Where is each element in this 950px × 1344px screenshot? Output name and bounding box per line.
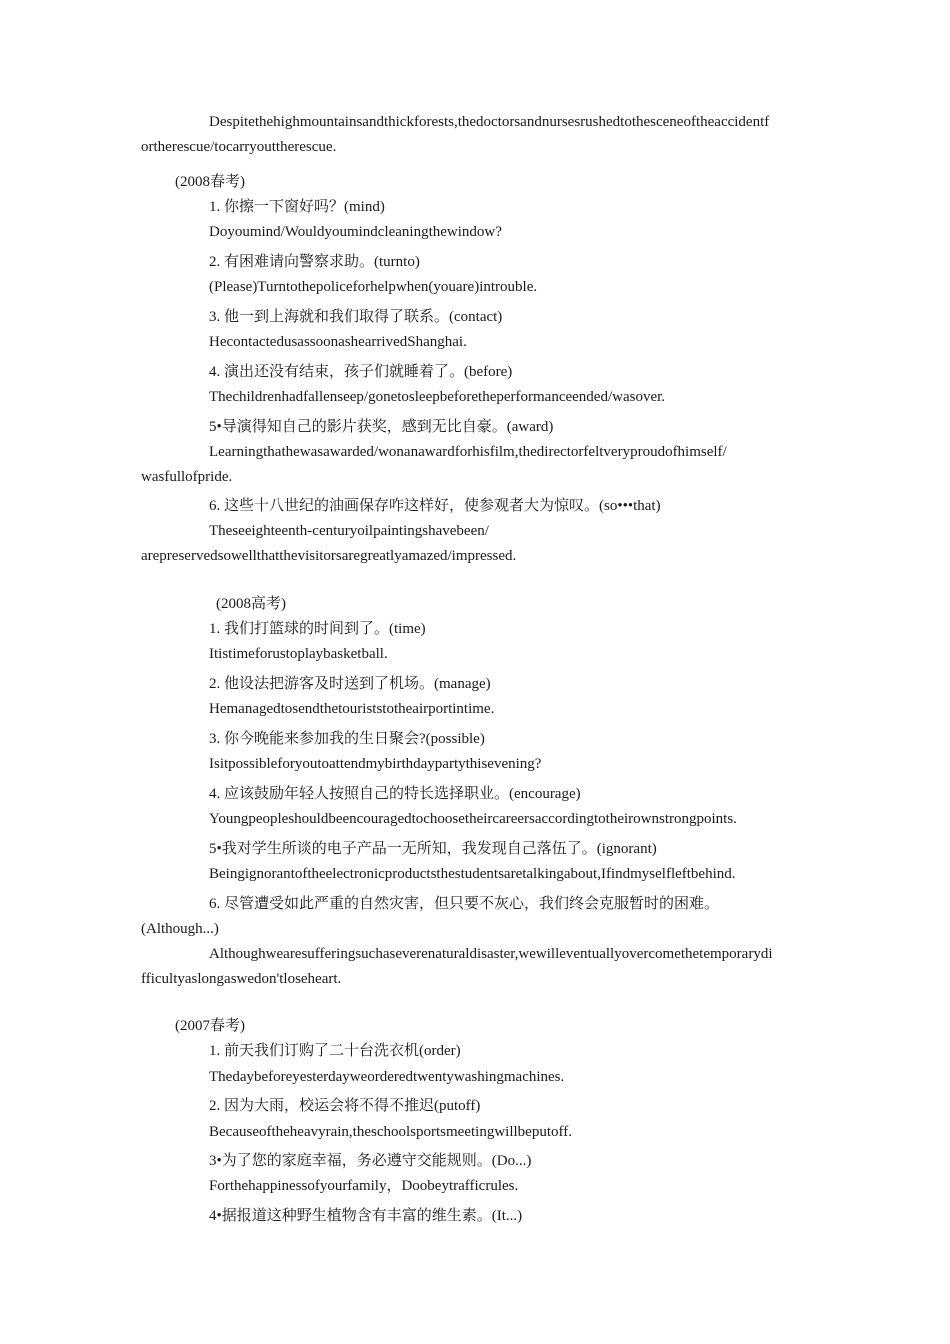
question-line: 4. 应该鼓励年轻人按照自己的特长选择职业。(encourage) <box>209 786 581 802</box>
answer-line: Learningthathewasawarded/wonanawardforhisfilm,thedirectorfeltveryproudofhimself/ <box>209 444 727 460</box>
question-line: 6. 尽管遭受如此严重的自然灾害，但只要不灰心，我们终会克服暂时的困难。 <box>209 896 720 912</box>
question-line: 1. 前天我们订购了二十台洗衣机(order) <box>209 1043 461 1059</box>
section-heading: (2008高考) <box>216 596 286 612</box>
answer-line: Forthehappinessofyourfamily，Doobeytrafficrules. <box>209 1178 519 1194</box>
answer-line: Thedaybeforeyesterdayweorderedtwentywashingmachines. <box>209 1069 565 1085</box>
answer-line: Becauseoftheheavyrain,theschoolsportsmeetingwillbeputoff. <box>209 1124 572 1140</box>
answer-line: HecontactedusassoonashearrivedShanghai. <box>209 334 467 350</box>
question-line: (Although...) <box>141 921 219 937</box>
answer-line: Theseeighteenth-centuryoilpaintingshavebeen/ <box>209 523 489 539</box>
answer-line: Youngpeopleshouldbeencouragedtochoosetheircareersaccordingtotheirownstrongpoints. <box>209 811 737 827</box>
question-line: 2. 有困难请向警察求助。(turnto) <box>209 254 420 270</box>
question-line: 4. 演出还没有结束，孩子们就睡着了。(before) <box>209 364 513 380</box>
text-line: ortherescue/tocarryouttherescue. <box>141 139 337 155</box>
answer-line: arepreservedsowellthatthevisitorsaregreatlyamazed/impressed. <box>141 548 517 564</box>
question-line: 3. 他一到上海就和我们取得了联系。(contact) <box>209 309 503 325</box>
answer-line: Thechildrenhadfallenseep/gonetosleepbeforetheperformanceended/wasover. <box>209 389 666 405</box>
question-line: 2. 因为大雨，校运会将不得不推迟(putoff) <box>209 1098 481 1114</box>
section-heading: (2008春考) <box>175 174 245 190</box>
answer-line: Hemanagedtosendthetouriststotheairportintime. <box>209 701 495 717</box>
question-line: 1. 我们打篮球的时间到了。(time) <box>209 621 426 637</box>
answer-line: Itistimeforustoplaybasketball. <box>209 646 388 662</box>
question-line: 3. 你今晚能来参加我的生日聚会?(possible) <box>209 731 485 747</box>
question-line: 6. 这些十八世纪的油画保存咋这样好，使参观者大为惊叹。(so•••that) <box>209 498 661 514</box>
question-line: 2. 他设法把游客及时送到了机场。(manage) <box>209 676 491 692</box>
question-line: 3•为了您的家庭幸福，务必遵守交能规则。(Do...) <box>209 1153 532 1169</box>
answer-line: fficultyaslongaswedon'tloseheart. <box>141 971 342 987</box>
answer-line: wasfullofpride. <box>141 469 233 485</box>
answer-line: Beingignorantoftheelectronicproductsthestudentsaretalkingabout,Ifindmyselfleftbehind. <box>209 866 736 882</box>
question-line: 4•据报道这种野生植物含有丰富的维生素。(It...) <box>209 1208 523 1224</box>
answer-line: Isitpossibleforyoutoattendmybirthdaypartythisevening? <box>209 756 542 772</box>
question-line: 5•我对学生所谈的电子产品一无所知，我发现自己落伍了。(ignorant) <box>209 841 657 857</box>
section-heading: (2007春考) <box>175 1018 245 1034</box>
text-line: Despitethehighmountainsandthickforests,thedoctorsandnursesrushedtothesceneoftheaccidentf <box>209 114 770 130</box>
answer-line: (Please)Turntothepoliceforhelpwhen(youare)introuble. <box>209 279 538 295</box>
question-line: 5•导演得知自己的影片获奖，感到无比自豪。(award) <box>209 419 554 435</box>
question-line: 1. 你擦一下窗好吗？(mind) <box>209 199 385 215</box>
answer-line: Doyoumind/Wouldyoumindcleaningthewindow? <box>209 224 502 240</box>
answer-line: Althoughwearesufferingsuchaseverenaturaldisaster,wewilleventuallyovercomethetemporarydi <box>209 946 773 962</box>
